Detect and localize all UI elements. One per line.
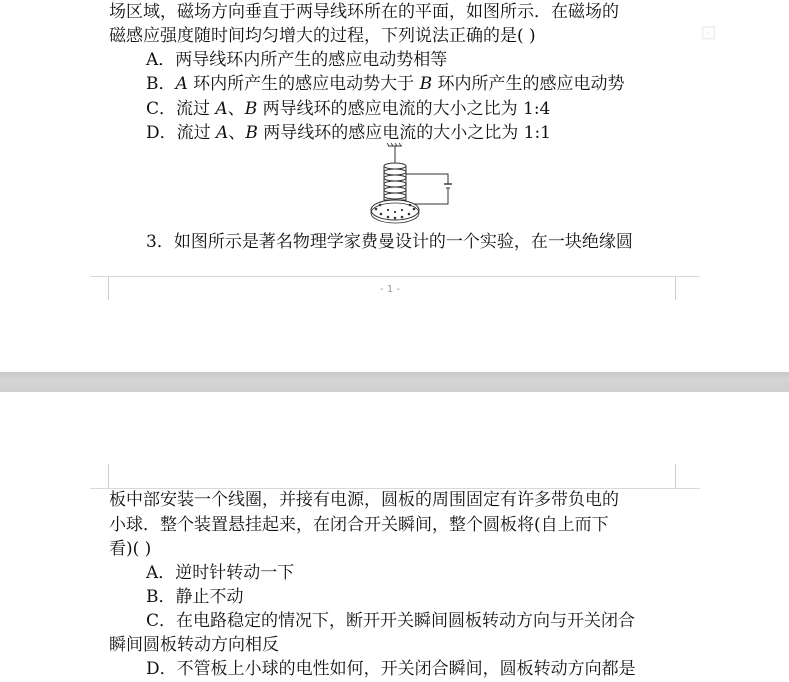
option-c: C．流过 A、B 两导线环的感应电流的大小之比为 1:4 [146, 99, 551, 119]
question-3-text: 3．如图所示是著名物理学家费曼设计的一个实验，在一块绝缘圆 [146, 232, 633, 252]
option-b: B．A 环内所产生的感应电动势大于 B 环内所产生的感应电动势 [146, 74, 625, 94]
option-a: A．逆时针转动一下 [146, 563, 295, 583]
page-corner-mark [108, 276, 109, 300]
option-c: C．在电路稳定的情况下，断开开关瞬间圆板转动方向与开关闭合 [146, 611, 636, 631]
footer-divider [90, 276, 700, 277]
page-corner-mark [675, 464, 676, 488]
watermark-mark: ⊡ [700, 20, 717, 44]
page-number: - 1 - [380, 284, 400, 295]
option-a: A．两导线环内所产生的感应电动势相等 [146, 50, 448, 70]
feynman-disk-figure [362, 140, 462, 224]
text-line-1: 场区域，磁场方向垂直于两导线环所在的平面，如图所示．在磁场的 [109, 2, 619, 22]
document-page-2 [0, 392, 789, 682]
option-c-continued: 瞬间圆板转动方向相反 [109, 635, 279, 655]
page-separator [0, 372, 789, 392]
text-line-2: 磁感应强度随时间均匀增大的过程，下列说法正确的是( ) [109, 26, 536, 46]
option-b: B．静止不动 [146, 587, 244, 607]
page-corner-mark [108, 464, 109, 488]
text-line-3: 看)( ) [109, 539, 152, 559]
text-line-1: 板中部安装一个线圈，并接有电源，圆板的周围固定有许多带负电的 [109, 490, 619, 510]
option-d: D．流过 A、B 两导线环的感应电流的大小之比为 1:1 [146, 123, 551, 143]
page-corner-mark [675, 276, 676, 300]
text-line-2: 小球．整个装置悬挂起来，在闭合开关瞬间，整个圆板将(自上而下 [109, 515, 609, 535]
option-d: D．不管板上小球的电性如何，开关闭合瞬间，圆板转动方向都是 [146, 659, 636, 679]
